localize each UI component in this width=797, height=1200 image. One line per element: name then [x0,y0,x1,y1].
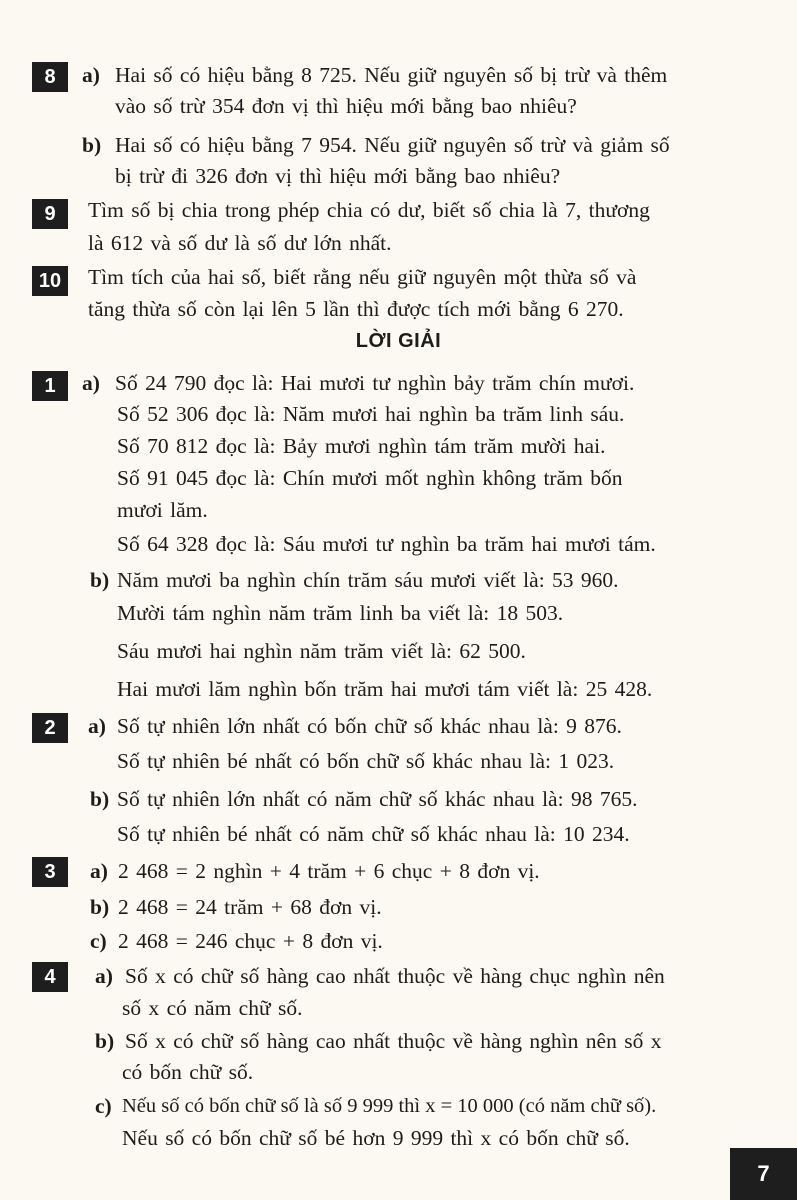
solution-text: Số x có chữ số hàng cao nhất thuộc về hàng chục nghìn nên [125,964,665,988]
part-label: a) [82,371,100,395]
exercise-number-badge: 8 [32,62,68,92]
part-label: b) [82,133,102,157]
solution-text: 2 468 = 246 chục + 8 đơn vị. [118,929,383,953]
solution-number-badge: 4 [32,962,68,992]
solution-text: Số tự nhiên lớn nhất có năm chữ số khác nhau là: 98 765. [117,787,638,811]
part-label: b) [90,568,110,592]
part-label: c) [95,1094,112,1118]
part-label: a) [95,964,113,988]
solution-text: Số tự nhiên lớn nhất có bốn chữ số khác nhau là: 9 876. [117,714,622,738]
solution-number-badge: 1 [32,371,68,401]
exercise-text: Hai số có hiệu bằng 7 954. Nếu giữ nguyên số trừ và giảm số [115,133,670,157]
part-label: a) [90,859,108,883]
page-number: 7 [730,1148,797,1200]
exercise-text: vào số trừ 354 đơn vị thì hiệu mới bằng bao nhiêu? [115,94,577,118]
part-label: c) [90,929,107,953]
solution-text: Số tự nhiên bé nhất có năm chữ số khác nhau là: 10 234. [117,822,630,846]
solution-text: Nếu số có bốn chữ số là số 9 999 thì x = 10 000 (có năm chữ số). [122,1095,657,1117]
part-label: a) [88,714,106,738]
solution-text: số x có năm chữ số. [122,996,303,1020]
part-label: b) [90,895,110,919]
solution-number-badge: 2 [32,713,68,743]
solution-text: Số 64 328 đọc là: Sáu mươi tư nghìn ba trăm hai mươi tám. [117,532,656,556]
solution-text: Số tự nhiên bé nhất có bốn chữ số khác nhau là: 1 023. [117,749,615,773]
solutions-heading: LỜI GIẢI [355,330,442,352]
solution-text: Năm mươi ba nghìn chín trăm sáu mươi viết là: 53 960. [117,568,619,592]
solution-text: Số x có chữ số hàng cao nhất thuộc về hàng nghìn nên số x [125,1029,662,1053]
solution-number-badge: 3 [32,857,68,887]
part-label: b) [95,1029,115,1053]
solution-text: Số 52 306 đọc là: Năm mươi hai nghìn ba trăm linh sáu. [117,402,625,426]
part-label: a) [82,63,100,87]
solution-text: 2 468 = 2 nghìn + 4 trăm + 6 chục + 8 đơn vị. [118,859,540,883]
exercise-number-badge: 9 [32,199,68,229]
solution-text: Sáu mươi hai nghìn năm trăm viết là: 62 500. [117,639,526,663]
exercise-text: Tìm số bị chia trong phép chia có dư, biết số chia là 7, thương [88,198,650,222]
exercise-text: tăng thừa số còn lại lên 5 lần thì được tích mới bằng 6 270. [88,297,624,321]
solution-text: Số 70 812 đọc là: Bảy mươi nghìn tám trăm mười hai. [117,434,606,458]
solution-text: mươi lăm. [117,498,208,522]
solution-text: Số 24 790 đọc là: Hai mươi tư nghìn bảy trăm chín mươi. [115,371,635,395]
solution-text: Số 91 045 đọc là: Chín mươi mốt nghìn không trăm bốn [117,466,623,490]
exercise-number-badge: 10 [32,266,68,296]
exercise-text: bị trừ đi 326 đơn vị thì hiệu mới bằng bao nhiêu? [115,164,561,188]
solution-text: Hai mươi lăm nghìn bốn trăm hai mươi tám viết là: 25 428. [117,677,653,701]
exercise-text: Hai số có hiệu bằng 8 725. Nếu giữ nguyên số bị trừ và thêm [115,63,668,87]
solution-text: có bốn chữ số. [122,1060,254,1084]
solution-text: 2 468 = 24 trăm + 68 đơn vị. [118,895,382,919]
solution-text: Mười tám nghìn năm trăm linh ba viết là: 18 503. [117,601,564,625]
exercise-text: là 612 và số dư là số dư lớn nhất. [88,231,392,255]
exercise-text: Tìm tích của hai số, biết rằng nếu giữ nguyên một thừa số và [88,265,637,289]
solution-text: Nếu số có bốn chữ số bé hơn 9 999 thì x có bốn chữ số. [122,1126,630,1150]
part-label: b) [90,787,110,811]
